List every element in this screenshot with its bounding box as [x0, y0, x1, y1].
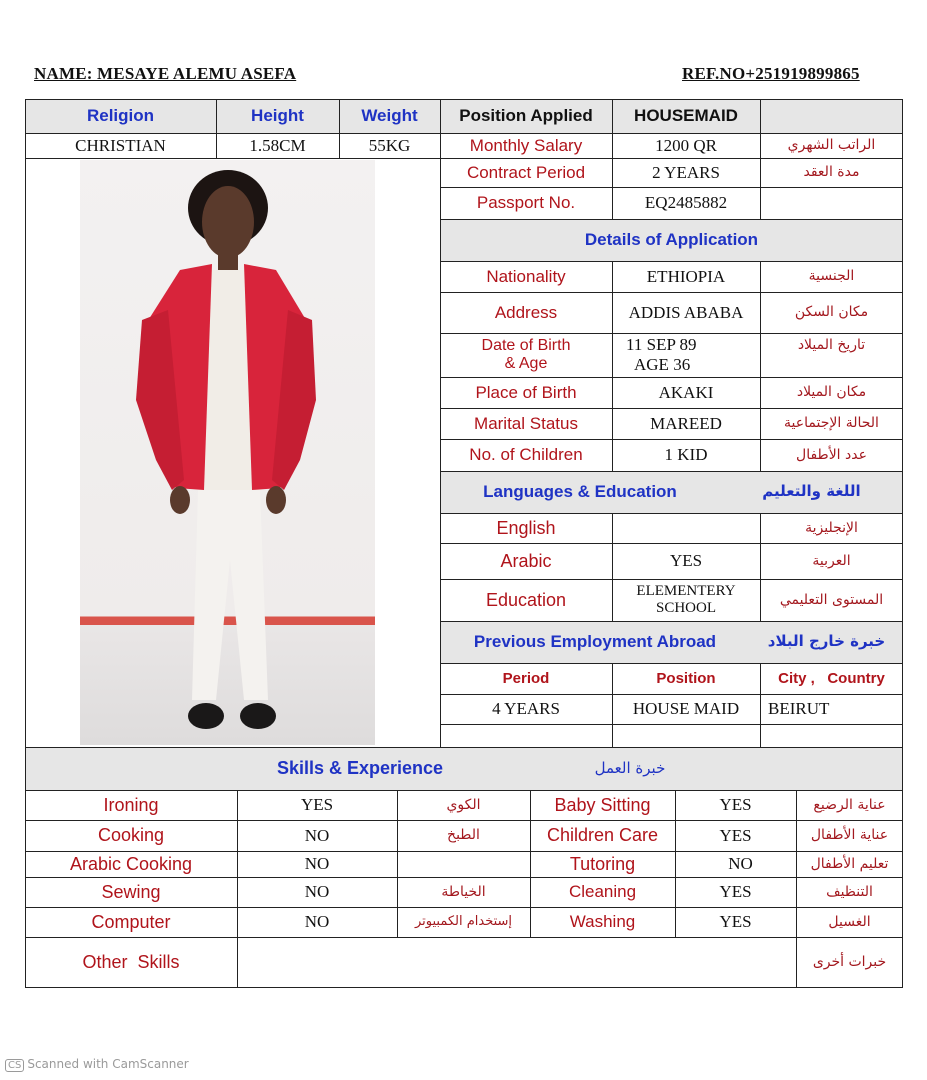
- nationality-label: Nationality: [486, 266, 566, 286]
- skill-tutoring-label: Tutoring: [569, 853, 636, 874]
- camscanner-watermark: [5, 1057, 189, 1072]
- dob-label: [440, 333, 612, 377]
- employment-city-value: BEIRUT: [768, 699, 830, 719]
- skill-computer-label: Computer: [91, 911, 171, 932]
- education-arabic: المستوى التعليمي: [779, 591, 884, 608]
- skill-cooking-arabic: الطبخ: [447, 827, 480, 844]
- skills-title: Skills & Experience: [276, 758, 444, 779]
- skill-washing-value: YES: [719, 912, 752, 932]
- skill-ironing-arabic: الكوي: [446, 796, 481, 813]
- languages-title: Languages & Education: [483, 482, 677, 502]
- skills-title-arabic: خبرة العمل: [594, 758, 666, 777]
- english-arabic: الإنجليزية: [805, 519, 858, 536]
- position-applied-label: Position Applied: [459, 106, 593, 126]
- skill-tutoring-arabic: تعليم الأطفال: [810, 855, 889, 872]
- contract-period-label: Contract Period: [466, 162, 586, 182]
- skill-babysitting-value: YES: [719, 795, 752, 815]
- children-value: 1 KID: [664, 445, 708, 465]
- address-arabic: مكان السكن: [794, 304, 869, 321]
- children-label: No. of Children: [469, 445, 583, 465]
- languages-title-arabic: اللغة والتعليم: [762, 482, 861, 501]
- education-value-line1: ELEMENTERY: [636, 582, 736, 599]
- candidate-photo: [80, 160, 375, 745]
- monthly-salary-arabic: الراتب الشهري: [787, 137, 876, 154]
- employment-period-header: Period: [502, 669, 550, 687]
- skill-childrencare-value: YES: [719, 825, 752, 845]
- address-value: ADDIS ABABA: [628, 302, 744, 322]
- passport-value: EQ2485882: [644, 193, 728, 213]
- monthly-salary-label: Monthly Salary: [469, 135, 583, 155]
- nationality-value: ETHIOPIA: [646, 266, 726, 286]
- education-label: Education: [485, 589, 567, 610]
- place-of-birth-arabic: مكان الميلاد: [796, 384, 867, 401]
- place-of-birth-label: Place of Birth: [475, 382, 577, 402]
- skill-arabiccooking-value: NO: [304, 854, 330, 874]
- dob-value: [612, 333, 760, 377]
- skill-arabiccooking-label: Arabic Cooking: [69, 853, 193, 874]
- place-of-birth-value: AKAKI: [658, 382, 714, 402]
- passport-label: Passport No.: [476, 193, 576, 213]
- skill-washing-arabic: الغسيل: [828, 913, 871, 930]
- skill-cleaning-value: YES: [719, 882, 752, 902]
- dob-label-line1: Date of Birth: [481, 336, 571, 354]
- skill-sewing-arabic: الخياطة: [441, 883, 486, 900]
- employment-period-value: 4 YEARS: [492, 699, 560, 719]
- nationality-arabic: الجنسية: [808, 268, 855, 285]
- monthly-salary-value: 1200 QR: [655, 135, 717, 155]
- dob-label-line2: & Age: [504, 355, 548, 372]
- other-skills-label: Other Skills: [82, 952, 180, 973]
- position-applied-value: HOUSEMAID: [634, 106, 738, 126]
- employment-title: Previous Employment Abroad: [473, 632, 717, 652]
- details-title: Details of Application: [584, 230, 759, 250]
- marital-status-value: MAREED: [650, 413, 722, 433]
- weight-label: Weight: [361, 106, 418, 126]
- skill-ironing-label: Ironing: [103, 794, 159, 815]
- skill-cooking-label: Cooking: [97, 825, 165, 846]
- religion-label: Religion: [86, 106, 155, 126]
- height-label: Height: [251, 106, 304, 126]
- skill-cleaning-arabic: التنظيف: [826, 883, 873, 900]
- contract-period-value: 2 YEARS: [652, 162, 720, 182]
- employment-position-value: HOUSE MAID: [632, 699, 740, 719]
- marital-status-arabic: الحالة الإجتماعية: [784, 415, 879, 432]
- arabic-label: Arabic: [500, 550, 552, 571]
- employment-title-arabic: خبرة خارج البلاد: [767, 632, 886, 651]
- address-label: Address: [494, 302, 558, 322]
- education-value-line2: SCHOOL: [655, 600, 716, 616]
- skill-sewing-label: Sewing: [101, 881, 161, 902]
- skill-tutoring-value: NO: [728, 854, 753, 874]
- marital-status-label: Marital Status: [474, 413, 578, 433]
- contract-period-arabic: مدة العقد: [803, 164, 860, 181]
- skill-cleaning-label: Cleaning: [568, 882, 637, 902]
- skill-ironing-value: YES: [300, 795, 334, 815]
- religion-value: CHRISTIAN: [75, 135, 166, 155]
- dob-arabic: تاريخ الميلاد: [797, 337, 866, 353]
- skill-babysitting-arabic: عناية الرضيع: [813, 796, 886, 813]
- skill-cooking-value: NO: [304, 825, 330, 845]
- employment-city-header: City , Country: [778, 669, 885, 687]
- skill-childrencare-label: Children Care: [546, 825, 659, 846]
- employment-position-header: Position: [656, 669, 716, 687]
- weight-value: 55KG: [368, 135, 411, 155]
- dob-date: 11 SEP 89: [626, 335, 697, 355]
- camscanner-logo-icon: CS: [5, 1059, 24, 1072]
- reference-number: REF.NO+251919899865: [682, 64, 860, 83]
- skill-childrencare-arabic: عناية الأطفال: [810, 827, 889, 844]
- english-label: English: [496, 517, 556, 538]
- children-arabic: عدد الأطفال: [796, 446, 867, 463]
- height-value: 1.58CM: [249, 135, 306, 155]
- candidate-name: NAME: MESAYE ALEMU ASEFA: [34, 64, 297, 83]
- arabic-value: YES: [669, 551, 703, 571]
- skill-babysitting-label: Baby Sitting: [554, 794, 651, 815]
- education-value: [612, 579, 760, 621]
- skill-computer-arabic: إستخدام الكمبيوتر: [414, 913, 513, 929]
- skill-washing-label: Washing: [569, 912, 636, 932]
- skill-sewing-value: NO: [304, 882, 330, 902]
- skill-computer-value: NO: [304, 912, 330, 932]
- dob-age: AGE 36: [634, 355, 691, 374]
- camscanner-text: Scanned with CamScanner: [27, 1057, 189, 1071]
- other-skills-arabic: خبرات أخرى: [812, 954, 887, 971]
- english-value: [612, 513, 760, 543]
- arabic-arabic: العربية: [812, 552, 851, 569]
